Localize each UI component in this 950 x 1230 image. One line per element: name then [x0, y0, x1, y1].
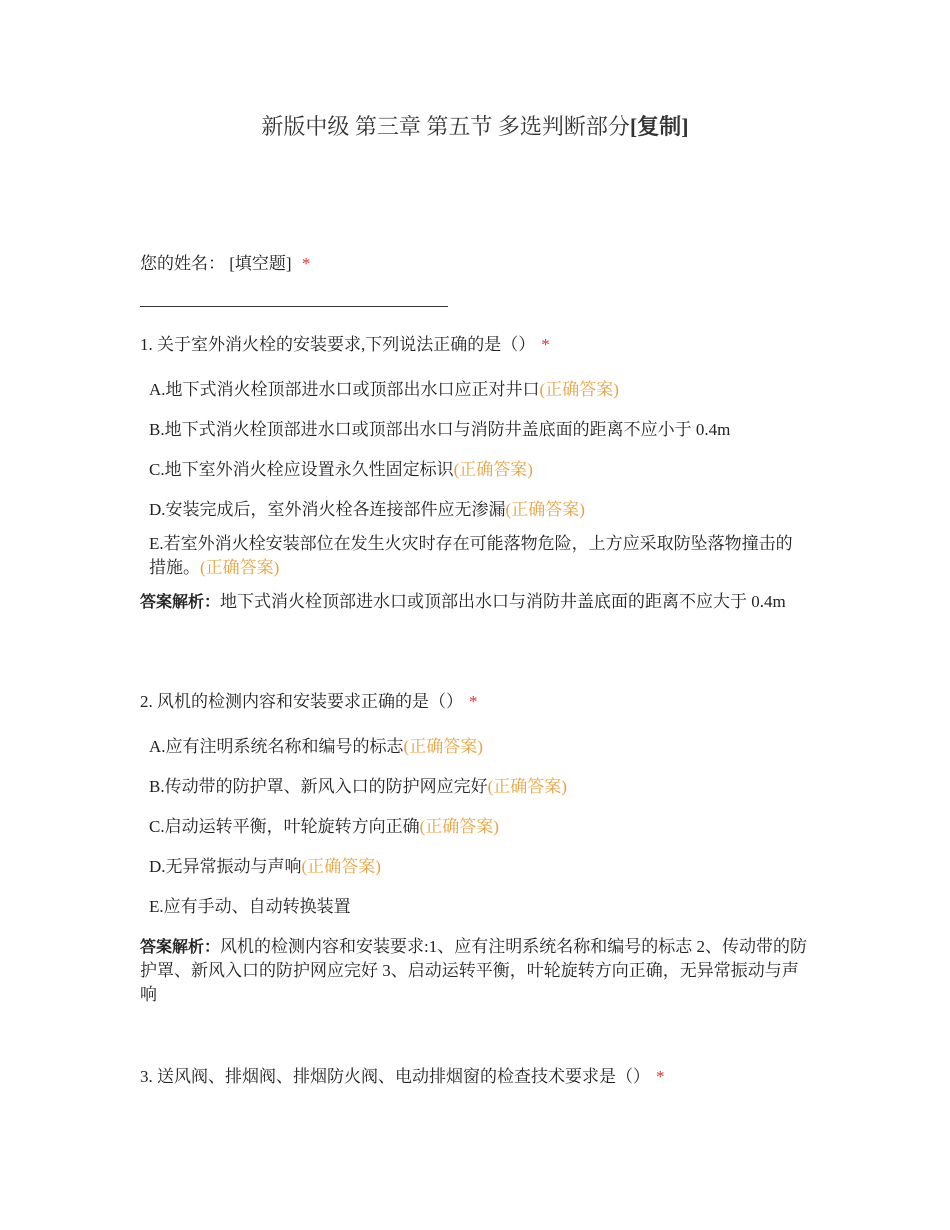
correct-answer-tag: (正确答案)	[539, 380, 619, 399]
option-text: A.应有注明系统名称和编号的标志	[149, 737, 404, 756]
option-text: B.地下式消火栓顶部进水口或顶部出水口与消防井盖底面的距离不应小于 0.4m	[149, 420, 731, 439]
question-1-option-e	[149, 532, 809, 580]
option-text: D.安装完成后，室外消火栓各连接部件应无渗漏	[149, 500, 506, 519]
question-1-analysis	[140, 590, 820, 614]
question-1-option-c	[149, 458, 533, 482]
question-3-title	[140, 1065, 665, 1089]
analysis-text: 风机的检测内容和安装要求:1、应有注明系统名称和编号的标志 2、传动带的防护罩、新风入口的防护网应完好 3、启动运转平衡，叶轮旋转方向正确，无异常振动与声响	[140, 937, 807, 1004]
question-1-option-b	[149, 418, 730, 442]
analysis-label: 答案解析：	[140, 937, 221, 956]
name-field-label: 您的姓名：	[140, 254, 225, 273]
correct-answer-tag: (正确答案)	[453, 460, 533, 479]
analysis-text: 地下式消火栓顶部进水口或顶部出水口与消防井盖底面的距离不应大于 0.4m	[220, 592, 786, 611]
question-2-analysis	[140, 935, 810, 1007]
page-title-main: 新版中级 第三章 第五节 多选判断部分	[261, 114, 630, 139]
required-mark: *	[656, 1067, 665, 1086]
question-2-option-b	[149, 775, 567, 799]
name-input[interactable]	[140, 306, 448, 307]
option-text: B.传动带的防护罩、新风入口的防护网应完好	[149, 777, 488, 796]
correct-answer-tag: (正确答案)	[505, 500, 585, 519]
analysis-label: 答案解析：	[140, 592, 221, 611]
page-title-suffix: [复制]	[629, 114, 689, 139]
question-2-option-c	[149, 815, 499, 839]
question-title-text: 1. 关于室外消火栓的安装要求,下列说法正确的是（）	[140, 335, 536, 354]
correct-answer-tag: (正确答案)	[419, 817, 499, 836]
option-text: D.无异常振动与声响	[149, 857, 302, 876]
option-text: E.应有手动、自动转换装置	[149, 897, 351, 916]
question-title-text: 2. 风机的检测内容和安装要求正确的是（）	[140, 692, 463, 711]
option-text: A.地下式消火栓顶部进水口或顶部出水口应正对井口	[149, 380, 540, 399]
name-field-type: [填空题]	[229, 254, 292, 273]
correct-answer-tag: (正确答案)	[301, 857, 381, 876]
option-text: C.地下室外消火栓应设置永久性固定标识	[149, 460, 454, 479]
question-2-option-a	[149, 735, 483, 759]
question-2-option-d	[149, 855, 381, 879]
question-1-option-a	[149, 378, 619, 402]
required-mark: *	[541, 335, 550, 354]
correct-answer-tag: (正确答案)	[200, 558, 280, 577]
question-title-text: 3. 送风阀、排烟阀、排烟防火阀、电动排烟窗的检查技术要求是（）	[140, 1067, 650, 1086]
correct-answer-tag: (正确答案)	[487, 777, 567, 796]
name-field-label-row	[140, 252, 310, 276]
question-1-title	[140, 333, 550, 357]
required-mark: *	[301, 254, 311, 273]
question-2-title	[140, 690, 478, 714]
option-text: C.启动运转平衡，叶轮旋转方向正确	[149, 817, 420, 836]
required-mark: *	[469, 692, 478, 711]
question-2-option-e	[149, 895, 351, 919]
question-1-option-d	[149, 498, 585, 522]
correct-answer-tag: (正确答案)	[403, 737, 483, 756]
page-title	[0, 110, 950, 141]
option-text: E.若室外消火栓安装部位在发生火灾时存在可能落物危险，上方应采取防坠落物撞击的措施。	[149, 534, 793, 577]
